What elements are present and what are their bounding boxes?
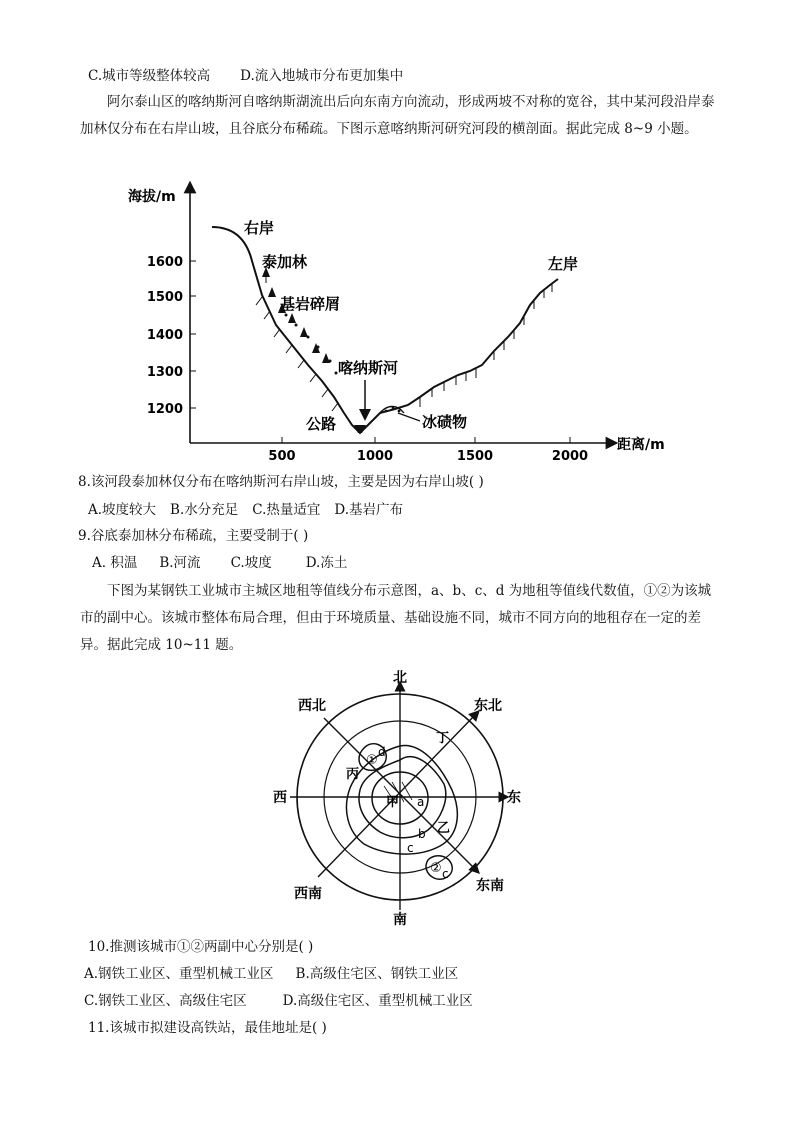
q10-stem: 10.推测该城市①②两副中心分别是( ) bbox=[88, 939, 314, 955]
x-tick: 1500 bbox=[456, 449, 494, 464]
zone-bing: 丙 bbox=[346, 767, 360, 782]
option-c: C.热量适宜 bbox=[252, 502, 321, 518]
isoline-c-outer: c bbox=[442, 867, 449, 881]
q11-stem: 11.该城市拟建设高铁站，最佳地址是( ) bbox=[88, 1020, 327, 1036]
intro-8-9: 阿尔泰山区的喀纳斯河自喀纳斯湖流出后向东南方向流动，形成两坡不对称的宽谷，其中某河段沿岸泰加林仅分布在右岸山坡，且谷底分布稀疏。下图示意喀纳斯河研究河段的横剖面。据此完成 8~9 小题。 bbox=[80, 94, 715, 137]
y-tick: 1400 bbox=[146, 328, 183, 343]
isoline-b: b bbox=[418, 827, 426, 841]
label-left-bank: 左岸 bbox=[548, 255, 579, 273]
option-a: A. 积温 bbox=[92, 555, 138, 571]
x-tick: 2000 bbox=[551, 449, 589, 464]
label-road: 公路 bbox=[306, 415, 337, 433]
isoline-a: a bbox=[417, 795, 425, 809]
option-c: C.钢铁工业区、高级住宅区 bbox=[84, 993, 247, 1009]
dir-northwest: 西北 bbox=[298, 698, 326, 714]
option-a: A.钢铁工业区、重型机械工业区 bbox=[84, 966, 274, 982]
intro-10-11: 下图为某钢铁工业城市主城区地租等值线分布示意图，a、b、c、d 为地租等值线代数值，①②为该城市的副中心。该城市整体布局合理，但由于环境质量、基础设施不同，城市不同方向的地租存在一定的差异。据此完成 10~11 题。 bbox=[80, 583, 712, 653]
q7-tail-options bbox=[88, 66, 403, 86]
dir-south: 南 bbox=[393, 912, 407, 928]
label-river: 喀纳斯河 bbox=[338, 359, 399, 377]
option-d: D.冻土 bbox=[305, 555, 348, 571]
q8-stem: 8.该河段泰加林仅分布在喀纳斯河右岸山坡，主要是因为右岸山坡( ) bbox=[78, 474, 484, 490]
y-axis-label: 海拔/m bbox=[128, 189, 176, 205]
subcenter-two: ② bbox=[430, 861, 442, 876]
label-rubble: 基岩碎屑 bbox=[280, 295, 341, 313]
option-d: D.流入地城市分布更加集中 bbox=[240, 68, 404, 84]
q10-options-row1 bbox=[84, 964, 458, 984]
land-rent-diagram bbox=[0, 660, 794, 930]
option-c: C.坡度 bbox=[230, 555, 272, 571]
x-tick: 500 bbox=[268, 449, 296, 464]
dir-southeast: 东南 bbox=[476, 878, 504, 894]
option-a: A.坡度较大 bbox=[88, 502, 157, 518]
zone-ding: 丁 bbox=[436, 731, 450, 746]
dir-southwest: 西南 bbox=[294, 886, 322, 902]
option-b: B.河流 bbox=[159, 555, 201, 571]
isoline-d: d bbox=[378, 745, 386, 759]
q9-options bbox=[92, 553, 347, 573]
q8-options bbox=[88, 500, 403, 520]
y-ticks bbox=[147, 255, 196, 417]
q10-options-row2 bbox=[84, 991, 473, 1011]
y-tick: 1500 bbox=[146, 290, 183, 305]
y-tick: 1300 bbox=[146, 365, 183, 380]
label-right-bank: 右岸 bbox=[244, 219, 275, 237]
y-tick: 1200 bbox=[146, 402, 183, 417]
option-c: C.城市等级整体较高 bbox=[88, 68, 211, 84]
option-b: B.高级住宅区、钢铁工业区 bbox=[295, 966, 459, 982]
moraine-pointer bbox=[398, 413, 420, 421]
dir-northeast: 东北 bbox=[474, 698, 502, 714]
subcenter-one: ① bbox=[366, 753, 378, 768]
dir-north: 北 bbox=[393, 670, 407, 686]
q9-stem: 9.谷底泰加林分布稀疏，主要受制于( ) bbox=[78, 528, 309, 544]
zone-jia: 甲 bbox=[386, 795, 400, 810]
x-ticks bbox=[268, 437, 588, 464]
rent-isolines bbox=[346, 744, 457, 880]
dir-west: 西 bbox=[273, 790, 287, 806]
x-axis-label: 距离/m bbox=[617, 437, 665, 453]
isoline-c: c bbox=[407, 841, 414, 855]
label-taiga: 泰加林 bbox=[262, 253, 308, 271]
x-tick: 1000 bbox=[356, 449, 394, 464]
y-tick: 1600 bbox=[146, 255, 183, 270]
option-d: D.基岩广布 bbox=[334, 502, 404, 518]
valley-profile-figure bbox=[0, 175, 794, 475]
label-moraine: 冰碛物 bbox=[422, 413, 468, 431]
zone-yi: 乙 bbox=[437, 821, 451, 836]
option-b: B.水分充足 bbox=[170, 502, 239, 518]
dir-east: 东 bbox=[507, 790, 521, 806]
option-d: D.高级住宅区、重型机械工业区 bbox=[282, 993, 473, 1009]
